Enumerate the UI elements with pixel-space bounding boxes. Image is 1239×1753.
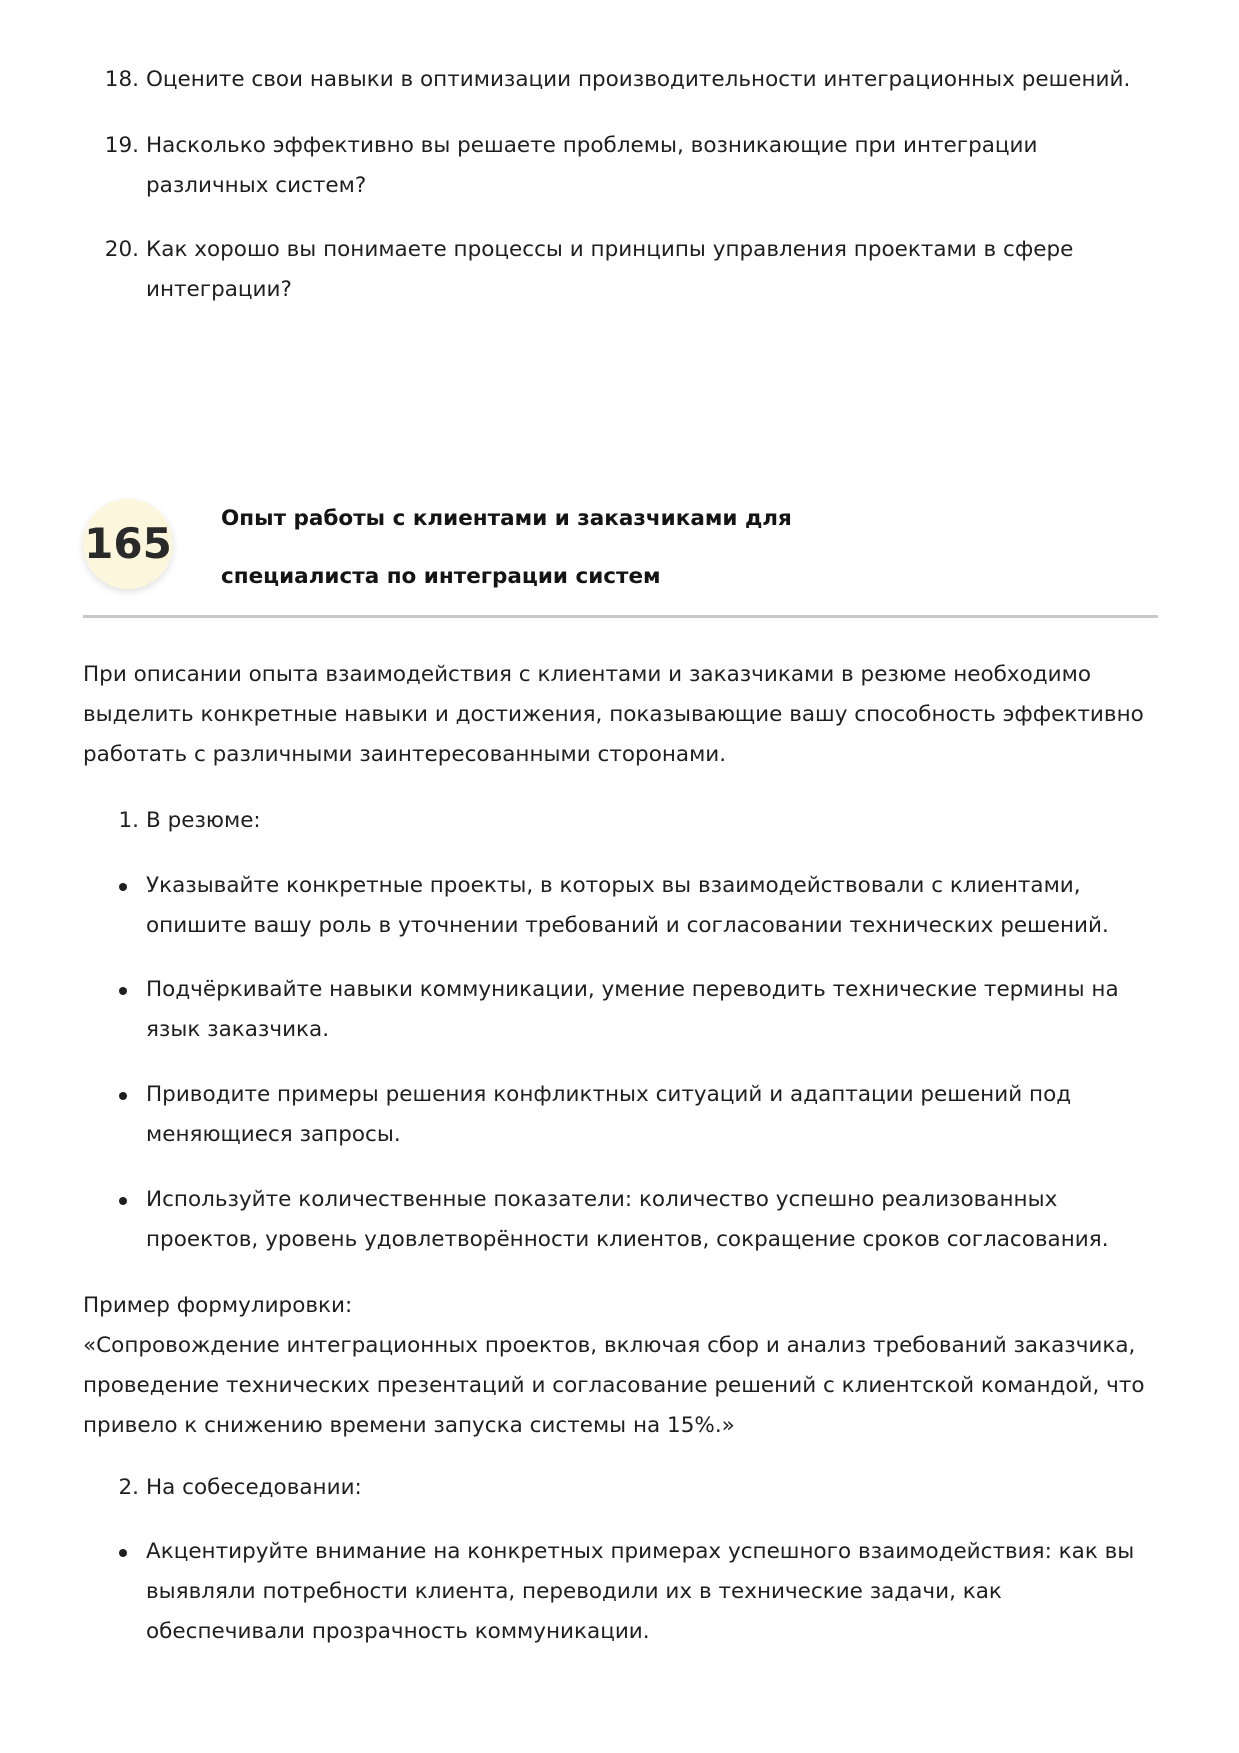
numbered-item-resume (0, 801, 1146, 841)
list-label: В резюме: (146, 808, 261, 833)
question-text-line1: Как хорошо вы понимаете процессы и принципы управления проектами в сфере (146, 237, 1074, 262)
bullet-text-line3: обеспечивали прозрачность коммуникации. (146, 1619, 650, 1644)
bullet-text-line2: опишите вашу роль в уточнении требований и согласовании технических решений. (146, 913, 1109, 938)
intro-paragraph (83, 655, 1158, 775)
numbered-item-interview (0, 1468, 1146, 1508)
bullet-text-line2: выявляли потребности клиента, переводили их в технические задачи, как (146, 1579, 1002, 1604)
bullet-icon (119, 1197, 127, 1205)
list-number: 2. (118, 1475, 139, 1500)
question-text: Оцените свои навыки в оптимизации производительности интеграционных решений. (146, 67, 1131, 92)
question-text-line2: различных систем? (146, 173, 367, 198)
intro-line: работать с различными заинтересованными сторонами. (83, 742, 727, 767)
section-title-line2: специалиста по интеграции систем (221, 564, 661, 589)
question-number: 19. (104, 133, 139, 158)
bullet-icon (119, 1092, 127, 1100)
bullet-item (0, 970, 1146, 1050)
example-label: Пример формулировки: (83, 1293, 353, 1318)
example-line: «Сопровождение интеграционных проектов, включая сбор и анализ требований заказчика, (83, 1333, 1136, 1358)
section-number-badge: 165 (83, 499, 173, 589)
section-title-line1: Опыт работы с клиентами и заказчиками для (221, 506, 792, 531)
section-title (221, 485, 1151, 601)
intro-line: выделить конкретные навыки и достижения, показывающие вашу способность эффективно (83, 702, 1144, 727)
list-label: На собеседовании: (146, 1475, 362, 1500)
list-number: 1. (118, 808, 139, 833)
example-line: проведение технических презентаций и согласование решений с клиентской командой, что (83, 1373, 1145, 1398)
bullet-text-line1: Указывайте конкретные проекты, в которых вы взаимодействовали с клиентами, (146, 873, 1081, 898)
example-line: привело к снижению времени запуска системы на 15%.» (83, 1413, 735, 1438)
bullet-item (0, 866, 1146, 946)
example-quote (83, 1326, 1158, 1446)
bullet-icon (119, 987, 127, 995)
bullet-item (0, 1075, 1146, 1155)
intro-line: При описании опыта взаимодействия с клиентами и заказчиками в резюме необходимо (83, 662, 1092, 687)
bullet-text-line1: Приводите примеры решения конфликтных ситуаций и адаптации решений под (146, 1082, 1072, 1107)
question-number: 20. (104, 237, 139, 262)
bullet-item (0, 1532, 1146, 1652)
section-heading (83, 485, 1158, 618)
bullet-icon (119, 1549, 127, 1557)
question-text-line2: интеграции? (146, 277, 292, 302)
bullet-text-line2: проектов, уровень удовлетворённости клиентов, сокращение сроков согласования. (146, 1227, 1109, 1252)
question-number: 18. (104, 67, 139, 92)
question-list-item (0, 230, 1146, 310)
bullet-text-line2: меняющиеся запросы. (146, 1122, 401, 1147)
bullet-text-line1: Акцентируйте внимание на конкретных примерах успешного взаимодействия: как вы (146, 1539, 1135, 1564)
bullet-text-line1: Подчёркивайте навыки коммуникации, умение переводить технические термины на (146, 977, 1119, 1002)
bullet-icon (119, 883, 127, 891)
question-list-item (0, 126, 1146, 206)
bullet-item (0, 1180, 1146, 1260)
question-text-line1: Насколько эффективно вы решаете проблемы, возникающие при интеграции (146, 133, 1038, 158)
bullet-text-line2: язык заказчика. (146, 1017, 330, 1042)
bullet-text-line1: Используйте количественные показатели: количество успешно реализованных (146, 1187, 1058, 1212)
question-list-item (0, 60, 1146, 100)
